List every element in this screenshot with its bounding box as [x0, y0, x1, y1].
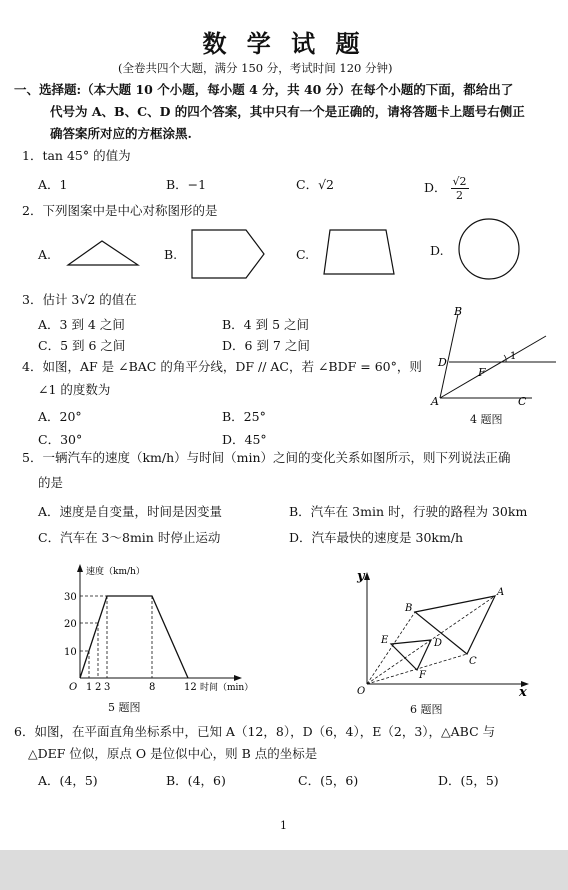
- q3-option-b[interactable]: B．4 到 5 之间: [222, 317, 310, 332]
- q5-stem-line1: 5．一辆汽车的速度（km/h）与时间（min）之间的变化关系如图所示，则下列说法正确: [22, 450, 511, 465]
- q4-label-f: F: [478, 366, 486, 379]
- q4-angle-label: 1: [510, 351, 517, 362]
- q6-label-f: F: [419, 670, 426, 681]
- q4-label-b: B: [454, 305, 463, 318]
- q5-option-b[interactable]: B．汽车在 3min 时，行驶的路程为 30km: [289, 504, 528, 519]
- page-number: 1: [280, 819, 287, 832]
- q4-stem-line2: ∠1 的度数为: [38, 382, 111, 397]
- q6-label-e: E: [381, 635, 389, 646]
- q5-xtick-3: 3: [104, 682, 111, 693]
- q4-option-d[interactable]: D．45°: [222, 432, 267, 447]
- q1-stem: 1．tan 45° 的值为: [22, 148, 131, 163]
- section1-line1: 一、选择题:（本大题 10 个小题，每小题 4 分，共 40 分）在每个小题的下面，都给出了: [14, 82, 514, 97]
- q4-label-c: C: [518, 395, 527, 408]
- q6-figure: [345, 566, 535, 700]
- q6-x-axis-label: x: [519, 685, 527, 700]
- bottom-gray-bar: [0, 850, 568, 890]
- q1-option-d[interactable]: [424, 175, 469, 202]
- q2-option-b[interactable]: B.: [164, 247, 178, 262]
- q4-option-a[interactable]: A．20°: [38, 409, 82, 424]
- q2-option-c[interactable]: C.: [296, 247, 310, 262]
- q1-fraction-numerator: √2: [452, 175, 467, 188]
- q6-y-axis-label: y: [357, 569, 365, 584]
- q6-stem-line1: 6．如图，在平面直角坐标系中，已知 A（12，8），D（6，4），E（2，3），△ABC 与: [14, 724, 496, 739]
- q5-xtick-1: 1: [86, 682, 93, 693]
- q4-label-a: A: [431, 395, 439, 408]
- section1-line2: 代号为 A、B、C、D 的四个答案，其中只有一个是正确的，请将答题卡上题号右侧正: [50, 104, 525, 119]
- q5-option-d[interactable]: D．汽车最快的速度是 30km/h: [289, 530, 464, 545]
- q5-origin-label: O: [69, 682, 78, 693]
- q5-y-axis-label: 速度（km/h）: [86, 567, 145, 577]
- q5-figure: [60, 560, 254, 695]
- q6-option-d[interactable]: D．(5，5): [438, 773, 499, 788]
- q6-option-a[interactable]: A．(4，5): [38, 773, 98, 788]
- q6-figure-caption: 6 题图: [410, 703, 443, 716]
- q2-pentagon-shape: [190, 228, 266, 280]
- q5-ytick-30: 30: [64, 592, 77, 603]
- q4-option-c[interactable]: C．30°: [38, 432, 83, 447]
- q6-origin-label: O: [357, 686, 366, 697]
- q6-label-b: B: [405, 603, 413, 614]
- q5-xtick-12: 12: [184, 682, 197, 693]
- q6-label-d: D: [434, 638, 443, 649]
- q3-stem: 3．估计 3√2 的值在: [22, 292, 137, 307]
- q2-stem: 2．下列图案中是中心对称图形的是: [22, 203, 218, 218]
- q5-x-axis-label: 时间（min）: [200, 683, 254, 693]
- q2-circle-shape: [457, 217, 521, 281]
- q3-option-c[interactable]: C．5 到 6 之间: [38, 338, 126, 353]
- q6-label-c: C: [469, 656, 477, 667]
- page-title: 数 学 试 题: [202, 30, 366, 58]
- q1-option-b[interactable]: B．−1: [166, 177, 207, 192]
- q1-fraction: [451, 175, 469, 202]
- q5-option-c[interactable]: C．汽车在 3～8min 时停止运动: [38, 530, 221, 545]
- q1-option-d-label: D．: [424, 180, 447, 195]
- q4-figure-caption: 4 题图: [470, 413, 503, 426]
- q4-label-d: D: [438, 356, 447, 369]
- q6-option-b[interactable]: B．(4，6): [166, 773, 226, 788]
- exam-subtitle: (全卷共四个大题，满分 150 分，考试时间 120 分钟): [118, 61, 393, 75]
- q2-trapezoid-shape: [322, 228, 396, 276]
- q2-option-d[interactable]: D.: [430, 243, 444, 258]
- section1-line3: 确答案所对应的方框涂黑.: [50, 126, 192, 141]
- q4-figure: [428, 306, 558, 408]
- q1-fraction-denominator: 2: [456, 189, 464, 202]
- q5-xtick-2: 2: [95, 682, 102, 693]
- q5-ytick-10: 10: [64, 647, 77, 658]
- q5-option-a[interactable]: A．速度是自变量，时间是因变量: [38, 504, 223, 519]
- q4-option-b[interactable]: B．25°: [222, 409, 266, 424]
- q6-stem-line2: △DEF 位似，原点 O 是位似中心，则 B 点的坐标是: [28, 746, 318, 761]
- q6-option-c[interactable]: C．(5，6): [298, 773, 359, 788]
- q5-stem-line2: 的是: [38, 475, 64, 490]
- q6-label-a: A: [497, 587, 505, 598]
- q5-xtick-8: 8: [149, 682, 156, 693]
- q1-option-a[interactable]: A．1: [38, 177, 68, 192]
- q1-option-c[interactable]: C．√2: [296, 177, 334, 192]
- q2-option-a[interactable]: A.: [38, 247, 52, 262]
- q3-option-d[interactable]: D．6 到 7 之间: [222, 338, 310, 353]
- q2-triangle-shape: [66, 238, 140, 268]
- q5-ytick-20: 20: [64, 619, 77, 630]
- q3-option-a[interactable]: A．3 到 4 之间: [38, 317, 125, 332]
- q4-stem-line1: 4．如图，AF 是 ∠BAC 的角平分线，DF // AC，若 ∠BDF = 60°，则: [22, 359, 422, 374]
- q5-figure-caption: 5 题图: [108, 701, 141, 714]
